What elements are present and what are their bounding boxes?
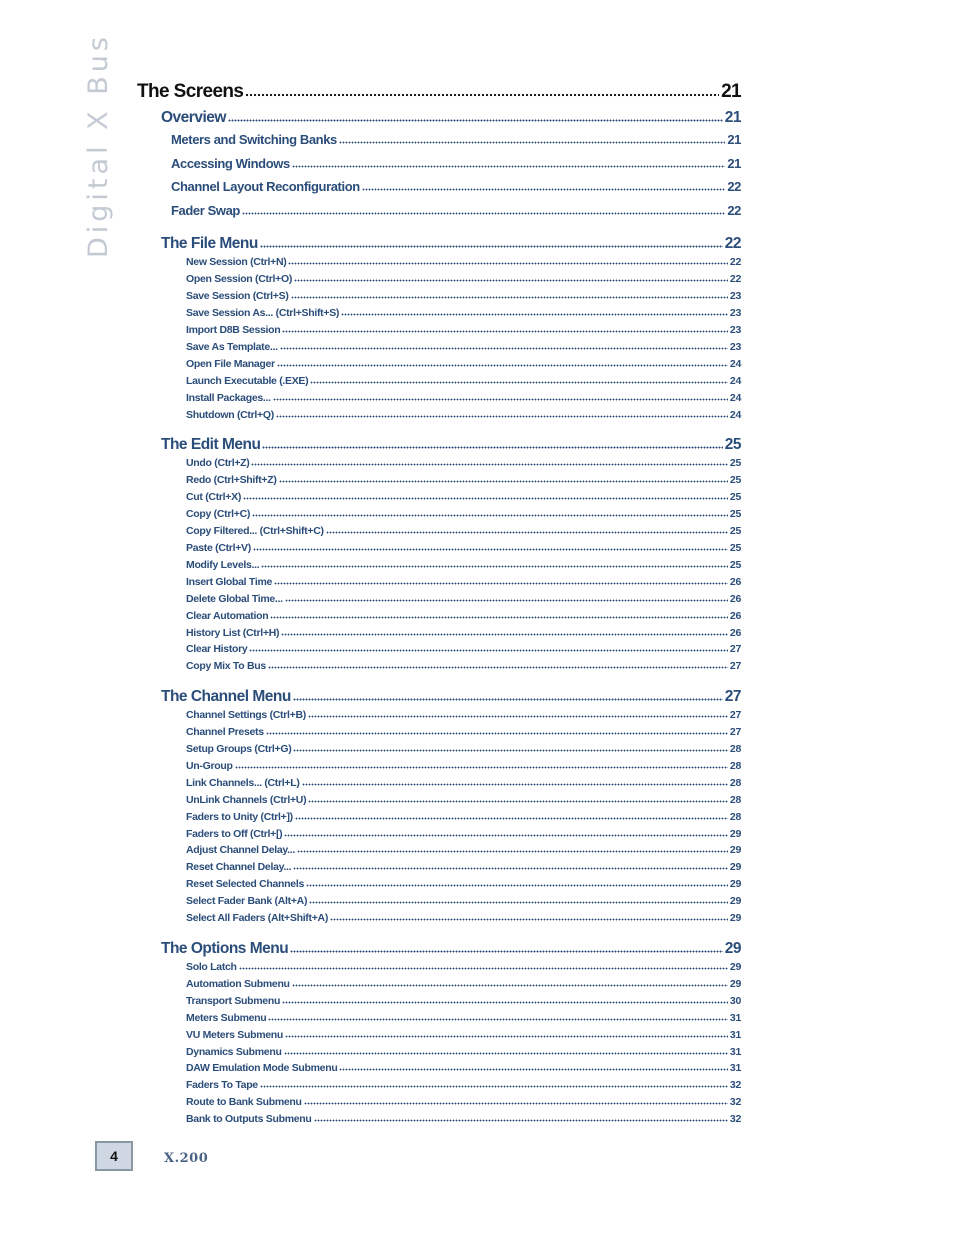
dot-leader xyxy=(284,1052,728,1055)
toc-entry[interactable] xyxy=(137,175,741,199)
toc-entry-title: Bank to Outputs Submenu xyxy=(186,1113,312,1126)
dot-leader xyxy=(276,415,728,418)
dot-leader xyxy=(235,766,728,769)
toc-entry-page: 29 xyxy=(724,940,741,957)
toc-entry-page: 31 xyxy=(729,1011,741,1024)
toc-entry-page: 29 xyxy=(729,895,741,908)
toc-entry-title: Setup Groups (Ctrl+G) xyxy=(186,743,292,756)
toc-entry[interactable] xyxy=(137,407,741,424)
toc-entry[interactable] xyxy=(137,893,741,910)
toc-entry-page: 31 xyxy=(729,1028,741,1041)
toc-entry[interactable] xyxy=(137,876,741,893)
dot-leader xyxy=(304,1102,728,1105)
toc-entry[interactable] xyxy=(137,959,741,976)
toc-entry-page: 27 xyxy=(729,709,741,722)
dot-leader xyxy=(280,347,728,350)
toc-entry-page: 27 xyxy=(729,643,741,656)
toc-entry[interactable] xyxy=(137,775,741,792)
toc-entry-page: 28 xyxy=(729,776,741,789)
toc-entry-title: Dynamics Submenu xyxy=(186,1045,282,1058)
toc-entry-page: 23 xyxy=(729,340,741,353)
dot-leader xyxy=(309,901,728,904)
toc-entry[interactable] xyxy=(137,356,741,373)
toc-entry-title: Cut (Ctrl+X) xyxy=(186,491,242,504)
dot-leader xyxy=(310,381,728,384)
toc-entry[interactable] xyxy=(137,1010,741,1027)
toc-entry-page: 27 xyxy=(724,688,741,706)
dot-leader xyxy=(251,463,727,466)
toc-entry-page: 24 xyxy=(729,408,741,421)
dot-leader xyxy=(274,582,728,585)
toc-entry-page: 22 xyxy=(724,235,741,253)
toc-entry-page: 22 xyxy=(727,202,741,218)
dot-leader xyxy=(282,330,728,333)
toc-entry-page: 29 xyxy=(729,878,741,891)
dot-leader xyxy=(249,649,727,652)
toc-entry[interactable] xyxy=(137,489,741,506)
toc-entry[interactable] xyxy=(137,641,741,658)
toc-entry-page: 21 xyxy=(724,109,741,126)
toc-entry[interactable] xyxy=(137,792,741,809)
toc-entry-title: Insert Global Time xyxy=(186,575,273,588)
toc-entry[interactable] xyxy=(137,1111,741,1128)
toc-entry-title: Open Session (Ctrl+O) xyxy=(186,273,293,286)
toc-entry[interactable] xyxy=(137,859,741,876)
toc-entry-title: Clear Automation xyxy=(186,609,269,622)
dot-leader xyxy=(362,188,726,191)
dot-leader xyxy=(252,514,728,517)
dot-leader xyxy=(273,398,728,401)
dot-leader xyxy=(297,850,728,853)
toc-entry-title: Open File Manager xyxy=(186,357,275,370)
toc-entry-page: 32 xyxy=(729,1079,741,1092)
dot-leader xyxy=(268,1018,728,1021)
toc-entry[interactable] xyxy=(137,993,741,1010)
toc-entry[interactable] xyxy=(137,758,741,775)
toc-entry-page: 25 xyxy=(729,508,741,521)
toc-entry-page: 29 xyxy=(729,961,741,973)
toc-entry-title: Install Packages... xyxy=(186,391,271,404)
toc-entry-page: 31 xyxy=(729,1045,741,1058)
toc-entry[interactable] xyxy=(137,523,741,540)
toc-entry-title: Meters and Switching Banks xyxy=(171,132,337,147)
toc-entry-title: Copy (Ctrl+C) xyxy=(186,508,251,521)
toc-entry-title: Delete Global Time... xyxy=(186,592,283,605)
dot-leader xyxy=(292,984,728,987)
side-title: Digital X Bus xyxy=(83,33,114,258)
dot-leader xyxy=(242,212,725,215)
dot-leader xyxy=(266,732,728,735)
toc-entry-page: 24 xyxy=(729,374,741,387)
toc-entry-title: VU Meters Submenu xyxy=(186,1028,284,1041)
toc-entry[interactable] xyxy=(137,826,741,843)
toc-entry-page: 23 xyxy=(729,290,741,303)
dot-leader xyxy=(306,884,728,887)
toc-entry-title: Shutdown (Ctrl+Q) xyxy=(186,408,274,421)
dot-leader xyxy=(282,1001,728,1004)
toc-entry-title: The Screens xyxy=(137,81,244,102)
dot-leader xyxy=(260,245,723,248)
dot-leader xyxy=(288,262,727,265)
toc-entry[interactable] xyxy=(137,199,741,223)
dot-leader xyxy=(308,800,728,803)
toc-entry[interactable] xyxy=(137,1044,741,1061)
toc-entry[interactable] xyxy=(137,128,741,152)
toc-entry[interactable] xyxy=(137,939,741,959)
toc-entry[interactable] xyxy=(137,540,741,557)
toc-entry-page: 26 xyxy=(729,592,741,605)
toc-entry-title: Link Channels... (Ctrl+L) xyxy=(186,776,300,789)
toc-entry[interactable] xyxy=(137,271,741,288)
toc-entry-page: 26 xyxy=(729,626,741,639)
toc-entry-page: 28 xyxy=(729,743,741,756)
toc-entry-title: Faders To Tape xyxy=(186,1079,258,1092)
toc-entry-page: 23 xyxy=(729,324,741,336)
toc-entry[interactable] xyxy=(137,435,741,455)
toc-entry-page: 21 xyxy=(727,155,741,171)
toc-entry-title: Route to Bank Submenu xyxy=(186,1096,302,1109)
toc-entry[interactable] xyxy=(137,322,741,339)
toc-entry-title: Channel Layout Reconfiguration xyxy=(171,179,360,195)
toc-entry[interactable] xyxy=(137,234,741,254)
dot-leader xyxy=(245,93,719,97)
dot-leader xyxy=(260,1085,728,1088)
toc-entry-title: Redo (Ctrl+Shift+Z) xyxy=(186,474,277,487)
toc-entry[interactable] xyxy=(137,288,741,305)
toc-entry-page: 26 xyxy=(729,609,741,622)
toc-entry-page: 21 xyxy=(727,132,741,147)
toc-entry[interactable] xyxy=(137,1060,741,1077)
toc-entry-title: Automation Submenu xyxy=(186,977,290,990)
toc-entry[interactable] xyxy=(137,687,741,707)
toc-entry-title: Launch Executable (.EXE) xyxy=(186,374,309,387)
toc-entry-title: Transport Submenu xyxy=(186,994,281,1007)
toc-entry-page: 28 xyxy=(729,793,741,806)
toc-entry[interactable] xyxy=(137,608,741,625)
dot-leader xyxy=(293,867,728,870)
toc-entry-page: 29 xyxy=(729,844,741,857)
toc-entry-title: Copy Filtered... (Ctrl+Shift+C) xyxy=(186,525,324,538)
toc-entry[interactable] xyxy=(137,1077,741,1094)
toc-entry-title: Faders to Unity (Ctrl+]) xyxy=(186,810,293,823)
toc-entry[interactable] xyxy=(137,339,741,356)
dot-leader xyxy=(285,599,728,602)
toc-entry-page: 22 xyxy=(729,273,741,286)
toc-entry[interactable] xyxy=(137,625,741,642)
dot-leader xyxy=(253,548,728,551)
toc-entry-page: 25 xyxy=(724,436,741,454)
dot-leader xyxy=(243,497,728,500)
toc-entry-title: Adjust Channel Delay... xyxy=(186,844,296,857)
toc-entry-page: 23 xyxy=(729,307,741,320)
toc-entry-page: 27 xyxy=(729,726,741,739)
toc-entry-title: Copy Mix To Bus xyxy=(186,660,266,673)
toc-entry-title: Solo Latch xyxy=(186,961,237,973)
dot-leader xyxy=(339,141,725,144)
toc-entry[interactable] xyxy=(137,1027,741,1044)
dot-leader xyxy=(290,950,723,953)
dot-leader xyxy=(326,531,728,534)
toc-entry[interactable] xyxy=(137,976,741,993)
toc-entry[interactable] xyxy=(137,305,741,322)
toc-entry-title: The Channel Menu xyxy=(161,688,291,706)
toc-entry[interactable] xyxy=(137,472,741,489)
dot-leader xyxy=(308,715,728,718)
toc-entry-title: Save Session (Ctrl+S) xyxy=(186,290,289,303)
dot-leader xyxy=(293,749,727,752)
toc-entry[interactable] xyxy=(137,658,741,675)
dot-leader xyxy=(277,364,728,367)
toc-entry-title: Paste (Ctrl+V) xyxy=(186,541,251,554)
toc-entry-title: History List (Ctrl+H) xyxy=(186,626,280,639)
dot-leader xyxy=(279,480,728,483)
toc-entry-title: Overview xyxy=(161,109,226,126)
dot-leader xyxy=(228,119,723,122)
dot-leader xyxy=(293,698,723,701)
dot-leader xyxy=(314,1119,728,1122)
toc-entry[interactable] xyxy=(137,574,741,591)
dot-leader xyxy=(284,834,728,837)
toc-entry[interactable] xyxy=(137,152,741,176)
toc-entry-page: 25 xyxy=(729,457,741,470)
page-number-box xyxy=(95,1141,133,1171)
dot-leader xyxy=(291,296,728,299)
toc-entry-page: 21 xyxy=(721,81,741,102)
toc-entry-title: Reset Channel Delay... xyxy=(186,861,292,874)
dot-leader xyxy=(281,633,728,636)
toc-entry-title: Select All Faders (Alt+Shift+A) xyxy=(186,912,329,925)
toc-entry[interactable] xyxy=(137,707,741,724)
toc-entry-page: 31 xyxy=(729,1062,741,1075)
toc-entry[interactable] xyxy=(137,455,741,472)
dot-leader xyxy=(239,967,728,970)
toc-entry-title: Channel Settings (Ctrl+B) xyxy=(186,709,306,722)
toc-entry-title: The Options Menu xyxy=(161,940,289,957)
toc-entry[interactable] xyxy=(137,108,741,128)
toc-entry-title: Accessing Windows xyxy=(171,155,290,171)
toc-entry-title: DAW Emulation Mode Submenu xyxy=(186,1062,338,1075)
toc-entry-page: 29 xyxy=(729,912,741,925)
toc-entry[interactable] xyxy=(137,724,741,741)
toc-entry-page: 25 xyxy=(729,558,741,571)
toc-entry-page: 25 xyxy=(729,541,741,554)
toc-entry-page: 32 xyxy=(729,1113,741,1126)
toc-entry-page: 28 xyxy=(729,759,741,772)
toc-entry[interactable] xyxy=(137,373,741,390)
toc-entry-page: 25 xyxy=(729,474,741,487)
toc-entry-page: 22 xyxy=(729,256,741,269)
dot-leader xyxy=(292,165,726,168)
toc-entry-title: Fader Swap xyxy=(171,202,240,218)
dot-leader xyxy=(285,1035,728,1038)
toc-entry-page: 29 xyxy=(729,977,741,990)
dot-leader xyxy=(262,446,722,449)
dot-leader xyxy=(295,817,728,820)
toc-entry[interactable] xyxy=(137,741,741,758)
toc-entry-title: UnLink Channels (Ctrl+U) xyxy=(186,793,307,806)
toc-entry-page: 30 xyxy=(729,994,741,1007)
dot-leader xyxy=(330,918,728,921)
toc-entry[interactable] xyxy=(137,557,741,574)
dot-leader xyxy=(302,783,728,786)
toc-entry[interactable] xyxy=(137,390,741,407)
toc-entry[interactable] xyxy=(137,809,741,826)
toc-entry-title: Save As Template... xyxy=(186,340,278,353)
dot-leader xyxy=(341,313,728,316)
toc-entry-title: Channel Presets xyxy=(186,726,264,739)
toc-entry-title: Save Session As... (Ctrl+Shift+S) xyxy=(186,307,340,320)
toc-entry-page: 29 xyxy=(729,827,741,840)
page-number: 4 xyxy=(110,1148,118,1164)
toc-entry-page: 26 xyxy=(729,575,741,588)
toc-entry-title: Faders to Off (Ctrl+[) xyxy=(186,827,283,840)
toc-entry-title: New Session (Ctrl+N) xyxy=(186,256,287,269)
toc-entry-page: 27 xyxy=(729,660,741,673)
toc-entry-page: 29 xyxy=(729,861,741,874)
toc-entry[interactable] xyxy=(137,842,741,859)
toc-entry-title: Meters Submenu xyxy=(186,1011,267,1024)
toc-entry-title: Un-Group xyxy=(186,759,233,772)
toc-entry-page: 28 xyxy=(729,810,741,823)
toc-entry-page: 32 xyxy=(729,1096,741,1109)
toc-entry-title: Import D8B Session xyxy=(186,324,281,336)
toc-entry-title: Select Fader Bank (Alt+A) xyxy=(186,895,308,908)
toc-entry[interactable] xyxy=(137,591,741,608)
toc-entry[interactable] xyxy=(137,506,741,523)
toc-entry-title: Undo (Ctrl+Z) xyxy=(186,457,250,470)
table-of-contents xyxy=(137,78,741,1128)
toc-entry-title: Modify Levels... xyxy=(186,558,260,571)
toc-entry-title: Reset Selected Channels xyxy=(186,878,304,891)
dot-leader xyxy=(261,565,728,568)
toc-entry-page: 25 xyxy=(729,491,741,504)
dot-leader xyxy=(270,616,728,619)
toc-entry-page: 24 xyxy=(729,391,741,404)
model-name: X.200 xyxy=(164,1151,209,1166)
dot-leader xyxy=(294,279,728,282)
dot-leader xyxy=(268,666,728,669)
toc-entry-title: The File Menu xyxy=(161,235,258,253)
toc-entry[interactable] xyxy=(137,1094,741,1111)
toc-entry-page: 24 xyxy=(729,357,741,370)
toc-entry[interactable] xyxy=(137,78,741,106)
toc-entry[interactable] xyxy=(137,254,741,271)
toc-entry-page: 25 xyxy=(729,525,741,538)
toc-entry-page: 22 xyxy=(727,179,741,195)
toc-entry-title: The Edit Menu xyxy=(161,436,261,454)
toc-entry-title: Clear History xyxy=(186,643,248,656)
toc-entry[interactable] xyxy=(137,910,741,927)
dot-leader xyxy=(339,1068,727,1071)
